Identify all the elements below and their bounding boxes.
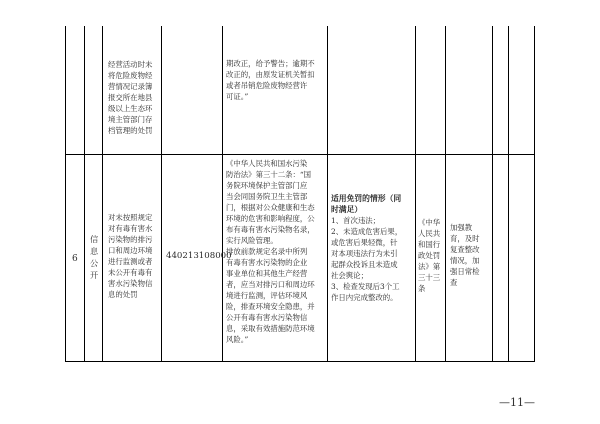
top-row-item-name: 经营活动时未 将危险废物经 营情况记录簿 报交所在地县 级以上生态环 境主管部门存 档管理的处罚 xyxy=(108,60,153,135)
row-code: 440213108000 xyxy=(166,251,232,261)
row-item-name: 对未按照规定 对有毒有害水 污染物的排污 口和周边环境 进行监测或者 未公开有毒有 害水污染物信 息的处罚 xyxy=(108,213,153,299)
table-border-right xyxy=(534,26,535,362)
table-divider-1 xyxy=(84,26,85,362)
table-divider-9 xyxy=(508,26,509,362)
top-row-basis-text: 期改正，给予警告；逾期不 改正的，由原发证机关暂扣 或者吊销危险废物经营许 可证。” xyxy=(226,59,315,101)
table-divider-3 xyxy=(161,26,162,362)
row-legal-basis: 《中华人民共和国水污染 防治法》第三十二条：“国 务院环境保护主管部门应 当会同国务院卫生主管部 门，根据对公众健康和生态 环境的危害和影响程度，公 布有毒有害水污染物名录， 实行风险管理。 排放前款规定名录中所列 有毒有害水污染物的企业 事业单位和其他生产经营 者，应当对排污口和周边环 境进行监测，评估环境风 险，排查环境安全隐患，并 公开有毒有害水污染物信 息，采取有效措施防范环境 风险。” xyxy=(226,159,315,344)
table-divider-4 xyxy=(222,26,223,362)
exemption-title: 适用免罚的情形（同 时满足） xyxy=(331,194,402,214)
table-divider-7 xyxy=(445,26,446,362)
supervision-measures: 加强教 育，及时 复查整改 情况，加 强日常检 查 xyxy=(450,223,480,287)
table-divider-5 xyxy=(327,26,328,362)
row-index: 6 xyxy=(72,254,78,264)
table-divider-6 xyxy=(415,26,416,362)
legal-reference: 《中华 人民共 和国行 政处罚 法》第 三十三 条 xyxy=(418,218,441,293)
table-border-bottom xyxy=(65,361,535,362)
page-number: —11— xyxy=(499,396,535,409)
table-border-left xyxy=(65,26,66,362)
table-divider-2 xyxy=(102,26,103,362)
row-category: 信 息 公 开 xyxy=(90,234,99,280)
exemption-conditions: 1、首次违法； 2、未造成危害后果， 或危害后果轻微，针 对本项违法行为未引 起群众投诉且未造成 社会舆论； 3、检查发现后3个工 作日内完成整改的。 xyxy=(331,216,403,302)
row-separator xyxy=(65,154,535,155)
table-divider-8 xyxy=(492,26,493,362)
